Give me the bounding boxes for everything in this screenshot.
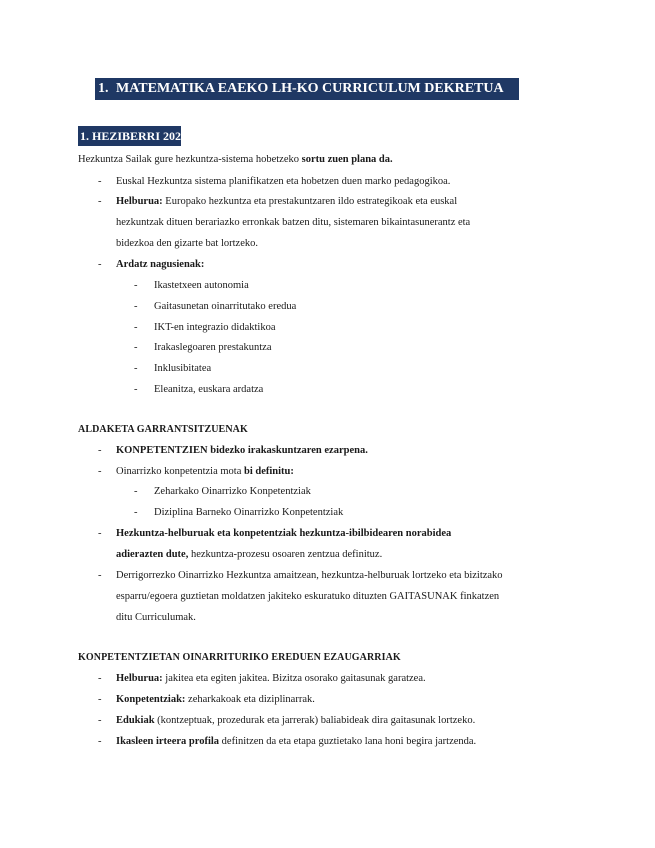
list-item: - Helburua: jakitea eta egiten jakitea. Bizitza osorako gaitasunak garatzea. — [98, 673, 426, 684]
list-item: - KONPETENTZIEN bidezko irakaskuntzaren ezarpena. — [98, 445, 368, 456]
list-item: - Euskal Hezkuntza sistema planifikatzen eta hobetzen duen marko pedagogikoa. — [98, 176, 451, 187]
document-page: 1. MATEMATIKA EAEKO LH-KO CURRICULUM DEKRETUA 1. HEZIBERRI 2020 Hezkuntza Sailak gure hezkuntza-sistema hobetzeko sortu zuen plana da. - Euskal Hezkuntza sistema planifikatzen eta hobetzen duen marko pedagogikoa. - Helburua: Europako hezkuntza eta prestakuntzaren ildo estrategikoak eta euskal hezkuntzak dituen berariazko erronkak batzen ditu, sistemaren bikaintasunerantz eta bidezkoa den gizarte bat lortzeko. - Ardatz nagusienak: - Ikastetxeen autonomia - Gaitasunetan oinarritutako eredua - IKT-en integrazio didaktikoa - Irakaslegoaren prestakuntza - Inklusibitatea - Eleanitza, euskara ardatza ALDAKETA GARRANTSITZUENAK - KONPETENTZIEN bidezko irakaskuntzaren ezarpena. - Oinarrizko konpetentzia mota bi definitu: - Zeharkako Oinarrizko Konpetentziak - Diziplina Barneko Oinarrizko Konpetentziak - Hezkuntza-helburuak eta konpetentziak hezkuntza-ibilbidearen norabidea adierazten dute, hezkuntza-prozesu osoaren zentzua definituz. - Derrigorrezko Oinarrizko Hezkuntza amaitzean, hezkuntza-helburuak lortzeko eta bizitzako esparru/egoera guztietan moldatzen jakiteko eskuratuko dituzten GAITASUNAK finkatzen ditu Curriculumak. KONPETENTZIETAN OINARRITURIKO EREDUEN EZAUGARRIAK - Helburua: jakitea eta egiten jakitea. Bizitza osorako gaitasunak garatzea. - Konpetentziak: zeharkakoak eta diziplinarrak. - Edukiak (kontzeptuak, prozedurak eta jarrerak) baliabideak dira gaitasunak lortzeko. - Ikasleen irteera profila definitzen da eta etapa guztietako lana honi begira jartzenda. — [0, 0, 655, 848]
list-item: - Hezkuntza-helburuak eta konpetentziak hezkuntza-ibilbidearen norabidea adierazten dute, hezkuntza-prozesu osoaren zentzua definituz. — [98, 528, 452, 560]
list-item: - Ikasleen irteera profila definitzen da eta etapa guztietako lana honi begira jartzenda. — [98, 736, 477, 747]
intro-paragraph: Hezkuntza Sailak gure hezkuntza-sistema hobetzeko sortu zuen plana da. — [78, 154, 393, 165]
list-item: - Oinarrizko konpetentzia mota bi definitu: — [98, 466, 294, 477]
section-heading-aldaketa: ALDAKETA GARRANTSITZUENAK — [78, 424, 248, 435]
page-title — [95, 78, 519, 100]
section-heading-ezaugarriak: KONPETENTZIETAN OINARRITURIKO EREDUEN EZAUGARRIAK — [78, 652, 401, 663]
title-number: 1. — [98, 81, 109, 96]
list-item: - Helburua: Europako hezkuntza eta prestakuntzaren ildo estrategikoak eta euskal hezkuntzak dituen berariazko erronkak batzen ditu, sistemaren bikaintasunerantz eta bidezkoa den gizarte bat lortzeko. — [98, 196, 471, 249]
section-title-heziberri: 1. HEZIBERRI 2020 — [78, 126, 181, 146]
list-item: - Ardatz nagusienak: — [98, 259, 205, 270]
list-item: - Derrigorrezko Oinarrizko Hezkuntza amaitzean, hezkuntza-helburuak lortzeko eta bizitzako esparru/egoera guztietan moldatzen jakiteko eskuratuko dituzten GAITASUNAK finkatzen ditu Curriculumak. — [98, 570, 503, 623]
title-text: MATEMATIKA EAEKO LH-KO CURRICULUM DEKRETUA — [116, 81, 504, 96]
list-item: - Edukiak (kontzeptuak, prozedurak eta jarrerak) baliabideak dira gaitasunak lortzeko. — [98, 715, 476, 726]
list-item: - Konpetentziak: zeharkakoak eta diziplinarrak. — [98, 694, 315, 705]
